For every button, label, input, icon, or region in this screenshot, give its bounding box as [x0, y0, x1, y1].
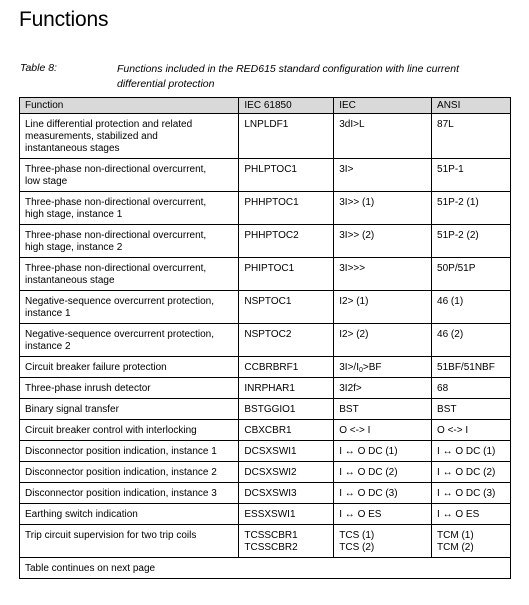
cell-iec: I2> (2)	[334, 324, 432, 357]
cell-ansi: 51P-2 (1)	[432, 192, 511, 225]
table-row	[20, 357, 511, 378]
cell-ansi: I ↔ O DC (2)	[432, 462, 511, 483]
cell-ansi: O <-> I	[432, 420, 511, 441]
cell-iec61850: DCSXSWI1	[239, 441, 334, 462]
cell-ansi: 51P-2 (2)	[432, 225, 511, 258]
cell-iec61850: NSPTOC2	[239, 324, 334, 357]
page-title: Functions	[19, 8, 109, 31]
cell-iec61850: PHHPTOC1	[239, 192, 334, 225]
cell-iec: 3dI>L	[334, 114, 432, 159]
cell-function: Three-phase non-directional overcurrent, instantaneous stage	[20, 258, 239, 291]
cell-iec: I ↔ O DC (3)	[334, 483, 432, 504]
cell-ansi: 46 (1)	[432, 291, 511, 324]
cell-iec61850: CCBRBRF1	[239, 357, 334, 378]
cell-function: Circuit breaker control with interlocking	[20, 420, 239, 441]
table-row	[20, 441, 511, 462]
cell-ansi: I ↔ O ES	[432, 504, 511, 525]
cell-iec: I ↔ O DC (1)	[334, 441, 432, 462]
cell-iec61850: NSPTOC1	[239, 291, 334, 324]
cell-ansi: 46 (2)	[432, 324, 511, 357]
cell-function: Three-phase inrush detector	[20, 378, 239, 399]
table-row	[20, 258, 511, 291]
cell-ansi: 87L	[432, 114, 511, 159]
cell-function: Line differential protection and related measurements, stabilized and instantaneous stages	[20, 114, 239, 159]
cell-ansi: 51P-1	[432, 159, 511, 192]
column-header-iec61850: IEC 61850	[239, 98, 334, 114]
cell-iec61850: DCSXSWI2	[239, 462, 334, 483]
cell-function: Disconnector position indication, instance 1	[20, 441, 239, 462]
cell-function: Disconnector position indication, instance 2	[20, 462, 239, 483]
table-body	[20, 114, 511, 558]
table-footer-row	[20, 558, 511, 579]
cell-ansi: 50P/51P	[432, 258, 511, 291]
cell-iec61850: INRPHAR1	[239, 378, 334, 399]
cell-iec61850: ESSXSWI1	[239, 504, 334, 525]
cell-iec: I2> (1)	[334, 291, 432, 324]
cell-iec61850: PHIPTOC1	[239, 258, 334, 291]
cell-iec61850: LNPLDF1	[239, 114, 334, 159]
cell-iec61850: CBXCBR1	[239, 420, 334, 441]
cell-iec: O <-> I	[334, 420, 432, 441]
cell-function: Earthing switch indication	[20, 504, 239, 525]
cell-function: Negative-sequence overcurrent protection, instance 1	[20, 291, 239, 324]
cell-function: Disconnector position indication, instance 3	[20, 483, 239, 504]
cell-function: Three-phase non-directional overcurrent, high stage, instance 1	[20, 192, 239, 225]
table-row	[20, 324, 511, 357]
cell-function: Trip circuit supervision for two trip coils	[20, 525, 239, 558]
cell-ansi: 68	[432, 378, 511, 399]
table-row	[20, 525, 511, 558]
cell-function: Negative-sequence overcurrent protection, instance 2	[20, 324, 239, 357]
table-continues-note: Table continues on next page	[20, 558, 511, 579]
cell-iec61850: TCSSCBR1 TCSSCBR2	[239, 525, 334, 558]
column-header-ansi: ANSI	[432, 98, 511, 114]
cell-iec: I ↔ O ES	[334, 504, 432, 525]
cell-function: Binary signal transfer	[20, 399, 239, 420]
cell-iec: BST	[334, 399, 432, 420]
cell-iec61850: PHHPTOC2	[239, 225, 334, 258]
table-row	[20, 159, 511, 192]
cell-iec61850: BSTGGIO1	[239, 399, 334, 420]
table-title: Functions included in the RED615 standard configuration with line current differential protection	[117, 63, 460, 90]
cell-function: Three-phase non-directional overcurrent, low stage	[20, 159, 239, 192]
table-number: Table 8:	[20, 62, 57, 74]
table-row	[20, 483, 511, 504]
column-header-iec: IEC	[334, 98, 432, 114]
table-header-row	[20, 98, 511, 114]
table-row	[20, 225, 511, 258]
cell-function: Circuit breaker failure protection	[20, 357, 239, 378]
cell-ansi: I ↔ O DC (3)	[432, 483, 511, 504]
table-row	[20, 114, 511, 159]
cell-iec: $3I>/I_0>BF$	[334, 357, 432, 378]
cell-ansi: I ↔ O DC (1)	[432, 441, 511, 462]
cell-iec: 3I2f>	[334, 378, 432, 399]
cell-ansi: BST	[432, 399, 511, 420]
table-row	[20, 420, 511, 441]
cell-function: Three-phase non-directional overcurrent, high stage, instance 2	[20, 225, 239, 258]
table-row	[20, 399, 511, 420]
cell-iec: TCS (1) TCS (2)	[334, 525, 432, 558]
table-row	[20, 291, 511, 324]
table-row	[20, 462, 511, 483]
cell-iec: 3I>> (1)	[334, 192, 432, 225]
table-row	[20, 378, 511, 399]
functions-table	[19, 97, 511, 579]
cell-iec61850: PHLPTOC1	[239, 159, 334, 192]
column-header-function: Function	[20, 98, 239, 114]
cell-iec: 3I>>>	[334, 258, 432, 291]
cell-ansi: 51BF/51NBF	[432, 357, 511, 378]
cell-iec: I ↔ O DC (2)	[334, 462, 432, 483]
table-row	[20, 192, 511, 225]
cell-ansi: TCM (1) TCM (2)	[432, 525, 511, 558]
cell-iec61850: DCSXSWI3	[239, 483, 334, 504]
cell-iec: 3I>	[334, 159, 432, 192]
cell-iec: 3I>> (2)	[334, 225, 432, 258]
table-row	[20, 504, 511, 525]
